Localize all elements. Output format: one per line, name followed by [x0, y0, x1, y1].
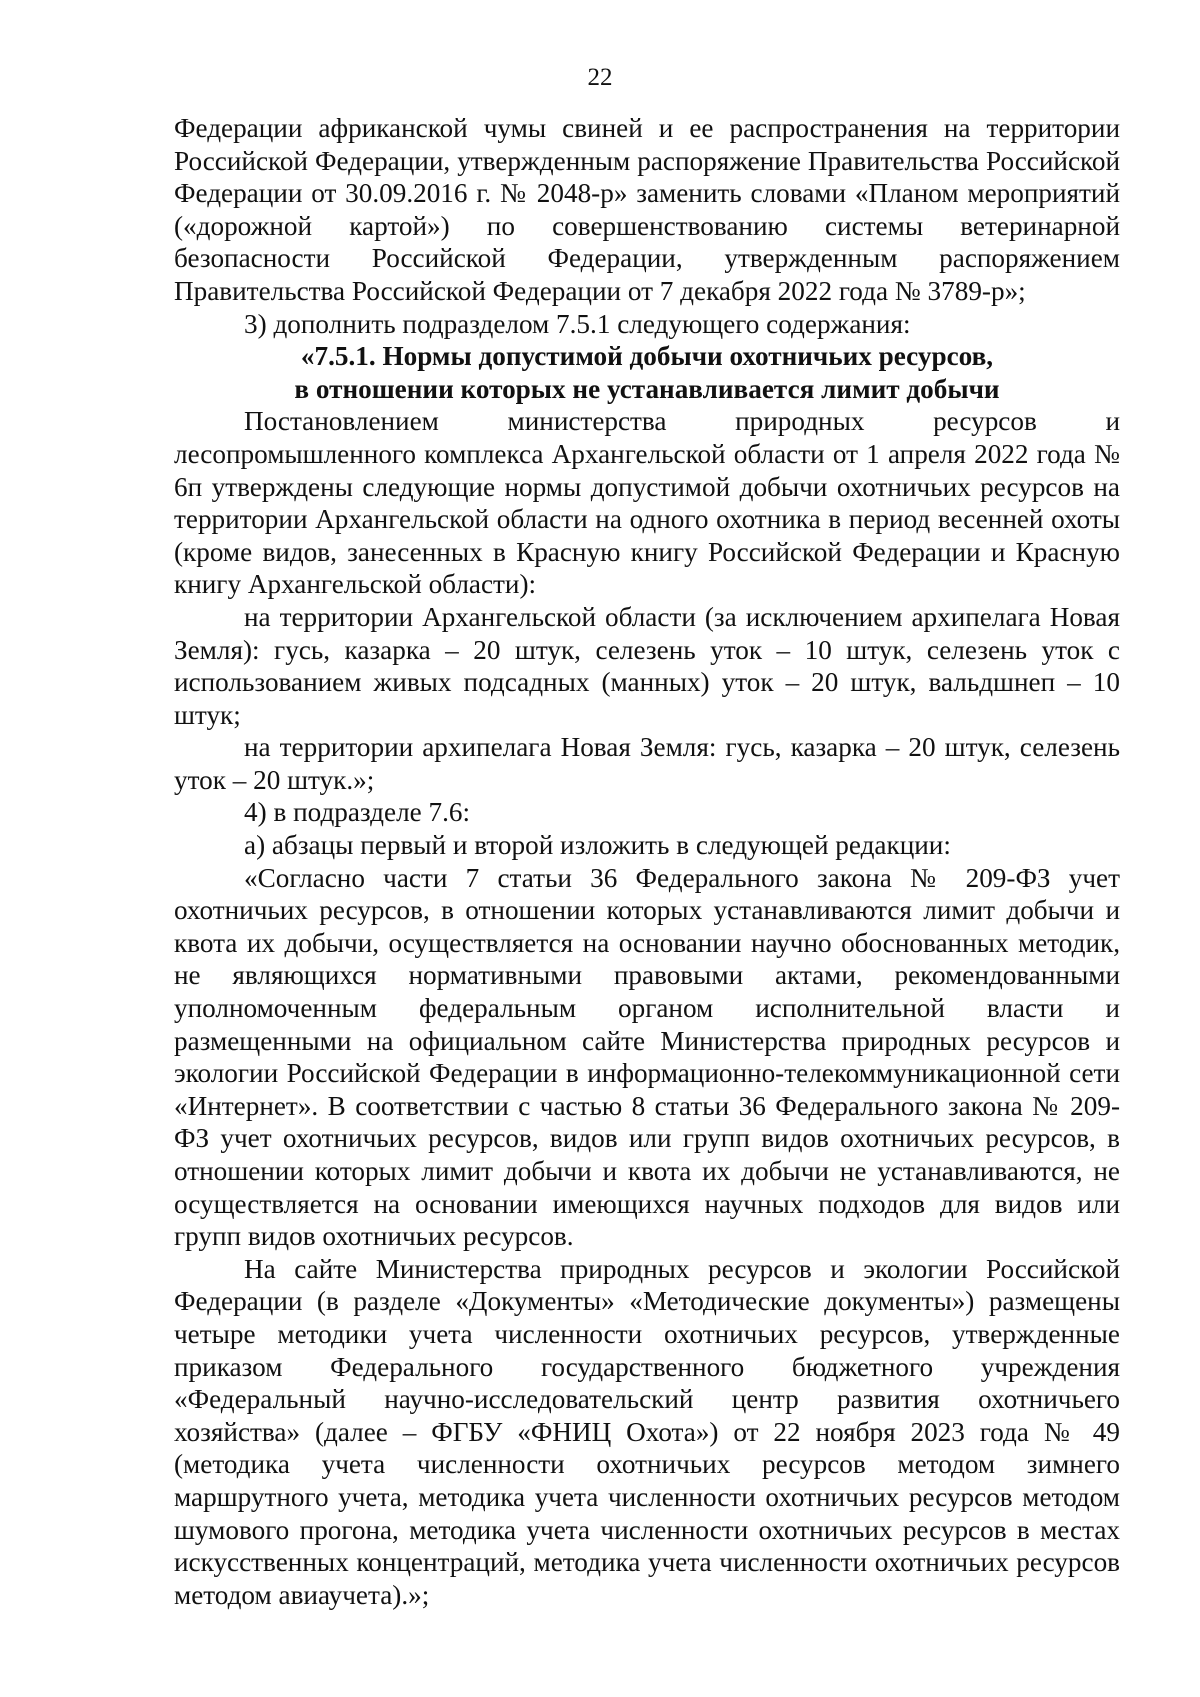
document-body [174, 112, 1120, 1611]
paragraph-arkhangelsk-norms: на территории Архангельской области (за исключением архипелага Новая Земля): гусь, казарка – 20 штук, селезень уток – 10 штук, селезень уток с использованием живых подсадных (манных) уток – 20 штук, вальдшнеп – 10 штук; [174, 601, 1120, 730]
paragraph-resolution: Постановлением министерства природных ресурсов и лесопромышленного комплекса Архангельской области от 1 апреля 2022 года № 6п утверждены следующие нормы допустимой добычи охотничьих ресурсов на территории Архангельской области на одного охотника в период весенней охоты (кроме видов, занесенных в Красную книгу Российской Федерации и Красную книгу Архангельской области): [174, 406, 1120, 600]
paragraph-federal-law: «Согласно части 7 статьи 36 Федерального закона № 209-ФЗ учет охотничьих ресурсов, в отношении которых устанавливаются лимит добычи и квота их добычи, осуществляется на основании научно обоснованных методик, не являющихся нормативными правовыми актами, рекомендованными уполномоченным федеральным органом исполнительной власти и размещенными на официальном сайте Министерства природных ресурсов и экологии Российской Федерации в информационно-телекоммуникационной сети «Интернет». В соответствии с частью 8 статьи 36 Федерального закона № 209-ФЗ учет охотничьих ресурсов, видов или групп видов охотничьих ресурсов, в отношении которых лимит добычи и квота их добычи не устанавливаются, не осуществляется на основании имеющихся научных подходов для видов или групп видов охотничьих ресурсов. [174, 862, 1120, 1252]
paragraph-continuation: Федерации африканской чумы свиней и ее распространения на территории Российской Федерации, утвержденным распоряжение Правительства Российской Федерации от 30.09.2016 г. № 2048-р» заменить словами «Планом мероприятий («дорожной картой») по совершенствованию системы ветеринарной безопасности Российской Федерации, утвержденным распоряжением Правительства Российской Федерации от 7 декабря 2022 года № 3789-р»; [174, 113, 1120, 306]
paragraph-item-4: 4) в подразделе 7.6: [244, 797, 471, 828]
paragraph-ministry-site: На сайте Министерства природных ресурсов и экологии Российской Федерации (в разделе «Документы» «Методические документы») размещены четыре методики учета численности охотничьих ресурсов, утвержденные приказом Федерального государственного бюджетного учреждения «Федеральный научно-исследовательский центр развития охотничьего хозяйства» (далее – ФГБУ «ФНИЦ Охота») от 22 ноября 2023 года № 49 (методика учета численности охотничьих ресурсов методом зимнего маршрутного учета, методика учета численности охотничьих ресурсов методом шумового прогона, методика учета численности охотничьих ресурсов в местах искусственных концентраций, методика учета численности охотничьих ресурсов методом авиаучета).»; [174, 1253, 1120, 1610]
section-heading-line-2: в отношении которых не устанавливается лимит добычи [294, 373, 1000, 404]
section-heading-line-1: «7.5.1. Нормы допустимой добычи охотничьих ресурсов, [300, 341, 994, 372]
paragraph-novaya-zemlya-norms: на территории архипелага Новая Земля: гусь, казарка – 20 штук, селезень уток – 20 штук.»; [174, 732, 1120, 795]
paragraph-item-3: 3) дополнить подразделом 7.5.1 следующего содержания: [244, 308, 911, 339]
paragraph-item-4a: а) абзацы первый и второй изложить в следующей редакции: [244, 830, 951, 861]
page-number: 22 [587, 64, 613, 91]
